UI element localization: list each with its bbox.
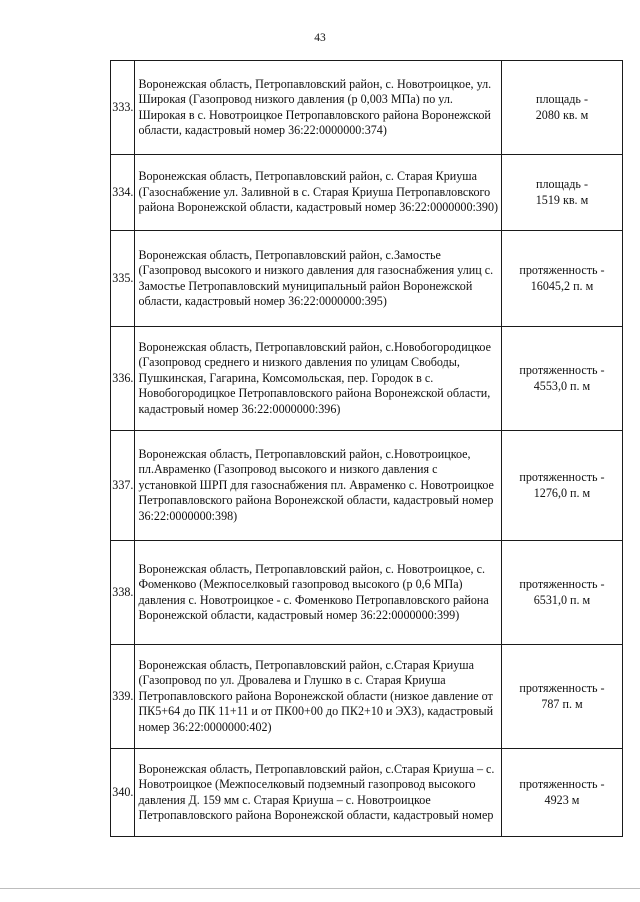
size-cell	[502, 154, 623, 231]
table-row	[111, 155, 502, 231]
object-description: Воронежская область, Петропавловский район, с.Новотроицкое, пл.Авраменко (Газопровод высокого и низкого давления с установкой ШРП для газоснабжения пл. Авраменко с. Новотроицкое Петропавловского района Воронежской области, кадастровый номер 36:22:0000000:398)	[135, 431, 502, 541]
object-description: Воронежская область, Петропавловский район, с.Новобогородицкое (Газопровод среднего и низкого давления по улицам Свободы, Пушкинская, Гагарина, Комсомольская, пер. Городок в с. Новобогородицкое Петропавловского района Воронежской области, кадастровый номер 36:22:0000000:396)	[135, 327, 502, 431]
object-size: площадь - 1519 кв. м	[535, 177, 589, 207]
row-number: 340.	[111, 749, 135, 837]
row-number: 337.	[111, 431, 135, 541]
row-number: 335.	[111, 231, 135, 327]
object-description: Воронежская область, Петропавловский район, с. Новотроицкое, с. Фоменково (Межпоселковый газопровод высокого (р 0,6 МПа) давления с. Новотроицкое - с. Фоменково Петропавловского района Воронежской области, кадастровый номер 36:22:0000000:399)	[135, 541, 502, 645]
page-number: 43	[314, 32, 326, 44]
size-cell	[502, 540, 623, 645]
object-size: протяженность - 1276,0 п. м	[519, 470, 605, 500]
object-description: Воронежская область, Петропавловский район, с.Старая Криуша – с. Новотроицкое (Межпоселковый подземный газопровод высокого давления Д. 159 мм с. Старая Криуша – с. Новотроицкое Петропавловского района Воронежской области, кадастровый номер	[135, 749, 502, 837]
object-size: площадь - 2080 кв. м	[535, 92, 589, 122]
registry-table-body	[111, 61, 502, 837]
object-size: протяженность - 4923 м	[519, 777, 605, 807]
table-row	[111, 431, 502, 541]
object-description: Воронежская область, Петропавловский район, с. Новотроицкое, ул. Широкая (Газопровод низкого давления (р 0,003 МПа) по ул. Широкая в с. Новотроицкое Петропавловского района Воронежской области, кадастровый номер 36:22:0000000:374)	[135, 61, 502, 155]
size-cell	[502, 230, 623, 327]
object-size: протяженность - 4553,0 п. м	[519, 363, 605, 393]
object-description: Воронежская область, Петропавловский район, с. Старая Криуша (Газоснабжение ул. Заливной в с. Старая Криуша Петропавловского района Воронежской области, кадастровый номер 36:22:0000000:390)	[135, 155, 502, 231]
table-row	[111, 645, 502, 749]
size-cell	[502, 430, 623, 541]
object-description: Воронежская область, Петропавловский район, с.Замостье (Газопровод высокого и низкого давления для газоснабжения улиц с. Замостье Петропавловский муниципальный район Воронежской области, кадастровый номер 36:22:0000000:395)	[135, 231, 502, 327]
row-number: 339.	[111, 645, 135, 749]
object-size: протяженность - 787 п. м	[519, 681, 605, 711]
row-number: 338.	[111, 541, 135, 645]
size-cell	[502, 748, 623, 837]
object-size: протяженность - 6531,0 п. м	[519, 577, 605, 607]
row-number: 336.	[111, 327, 135, 431]
table-row	[111, 61, 502, 155]
row-number: 333.	[111, 61, 135, 155]
size-cell	[502, 60, 623, 155]
row-number: 334.	[111, 155, 135, 231]
table-row	[111, 541, 502, 645]
object-description: Воронежская область, Петропавловский район, с.Старая Криуша (Газопровод по ул. Дровалева и Глушко в с. Старая Криуша Петропавловского района Воронежской области (низкое давление от ПК5+64 до ПК 11+11 и от ПК00+00 до ПК2+10 и ЭХЗ), кадастровый номер 36:22:0000000:402)	[135, 645, 502, 749]
size-cell	[502, 326, 623, 431]
size-column	[502, 60, 623, 837]
table-row	[111, 231, 502, 327]
scan-bottom-edge	[0, 888, 640, 889]
table-row	[111, 749, 502, 837]
registry-table	[110, 60, 502, 837]
object-size: протяженность - 16045,2 п. м	[519, 263, 605, 293]
size-cell	[502, 644, 623, 749]
table-row	[111, 327, 502, 431]
